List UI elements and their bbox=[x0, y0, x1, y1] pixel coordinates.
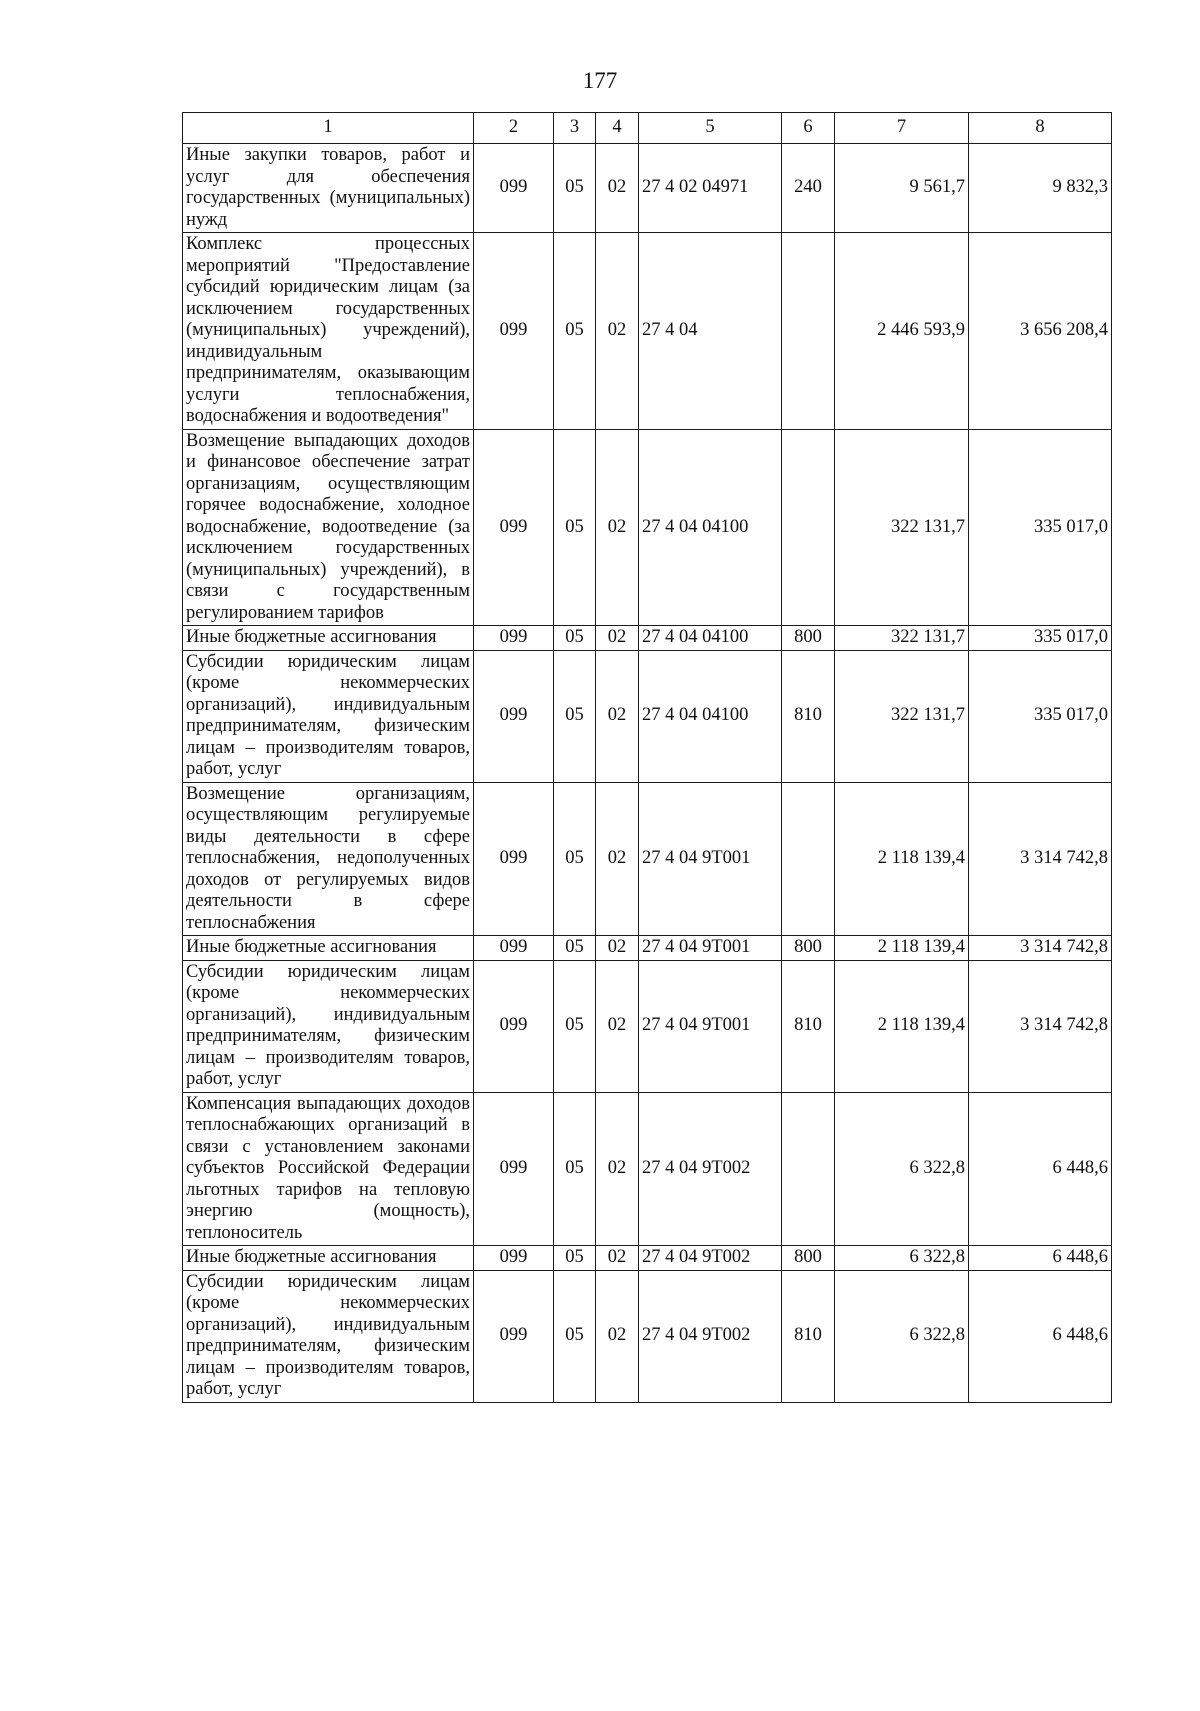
table-row bbox=[183, 429, 1112, 626]
row-expense-type: 800 bbox=[782, 1246, 835, 1271]
row-admin-code: 099 bbox=[474, 960, 554, 1092]
row-amount-year2: 335 017,0 bbox=[969, 626, 1112, 651]
row-target-article: 27 4 04 9Т001 bbox=[639, 782, 782, 936]
row-amount-year1: 6 322,8 bbox=[835, 1246, 969, 1271]
row-name: Субсидии юридическим лицам (кроме некоммерческих организаций), индивидуальным предпринимателям, физическим лицам – производителям товаров, работ, услуг bbox=[183, 1270, 474, 1402]
row-section: 05 bbox=[554, 144, 596, 233]
row-admin-code: 099 bbox=[474, 1092, 554, 1246]
row-name: Комплекс процессных мероприятий "Предоставление субсидий юридическим лицам (за исключением государственных (муниципальных) учреждений), индивидуальным предпринимателям, оказывающим услуги теплоснабжения, водоснабжения и водоотведения" bbox=[183, 233, 474, 430]
col-header-1: 1 bbox=[183, 113, 474, 144]
row-section: 05 bbox=[554, 626, 596, 651]
row-admin-code: 099 bbox=[474, 144, 554, 233]
col-header-8: 8 bbox=[969, 113, 1112, 144]
row-target-article: 27 4 04 04100 bbox=[639, 626, 782, 651]
table-row bbox=[183, 1270, 1112, 1402]
table-row bbox=[183, 782, 1112, 936]
row-expense-type bbox=[782, 429, 835, 626]
row-amount-year2: 3 314 742,8 bbox=[969, 960, 1112, 1092]
table-row bbox=[183, 650, 1112, 782]
row-subsection: 02 bbox=[596, 1270, 639, 1402]
row-name: Субсидии юридическим лицам (кроме некоммерческих организаций), индивидуальным предпринимателям, физическим лицам – производителям товаров, работ, услуг bbox=[183, 650, 474, 782]
row-subsection: 02 bbox=[596, 782, 639, 936]
row-section: 05 bbox=[554, 650, 596, 782]
row-amount-year1: 9 561,7 bbox=[835, 144, 969, 233]
row-name: Компенсация выпадающих доходов теплоснабжающих организаций в связи с установлением законами субъектов Российской Федерации льготных тарифов на тепловую энергию (мощность), теплоноситель bbox=[183, 1092, 474, 1246]
budget-table bbox=[182, 112, 1112, 1403]
table-row bbox=[183, 233, 1112, 430]
row-amount-year1: 322 131,7 bbox=[835, 626, 969, 651]
row-target-article: 27 4 04 9Т002 bbox=[639, 1246, 782, 1271]
row-amount-year1: 2 446 593,9 bbox=[835, 233, 969, 430]
row-target-article: 27 4 04 bbox=[639, 233, 782, 430]
row-amount-year1: 6 322,8 bbox=[835, 1270, 969, 1402]
table-row bbox=[183, 1246, 1112, 1271]
col-header-7: 7 bbox=[835, 113, 969, 144]
row-subsection: 02 bbox=[596, 936, 639, 961]
row-admin-code: 099 bbox=[474, 429, 554, 626]
row-amount-year2: 3 656 208,4 bbox=[969, 233, 1112, 430]
row-section: 05 bbox=[554, 960, 596, 1092]
row-subsection: 02 bbox=[596, 626, 639, 651]
row-amount-year2: 6 448,6 bbox=[969, 1246, 1112, 1271]
table-row bbox=[183, 960, 1112, 1092]
row-subsection: 02 bbox=[596, 233, 639, 430]
row-amount-year2: 6 448,6 bbox=[969, 1092, 1112, 1246]
row-amount-year2: 6 448,6 bbox=[969, 1270, 1112, 1402]
row-name: Иные бюджетные ассигнования bbox=[183, 626, 474, 651]
row-admin-code: 099 bbox=[474, 233, 554, 430]
row-target-article: 27 4 02 04971 bbox=[639, 144, 782, 233]
row-amount-year2: 3 314 742,8 bbox=[969, 782, 1112, 936]
row-amount-year1: 6 322,8 bbox=[835, 1092, 969, 1246]
row-amount-year1: 322 131,7 bbox=[835, 429, 969, 626]
col-header-4: 4 bbox=[596, 113, 639, 144]
row-name: Иные бюджетные ассигнования bbox=[183, 1246, 474, 1271]
row-amount-year1: 2 118 139,4 bbox=[835, 960, 969, 1092]
table-row bbox=[183, 626, 1112, 651]
row-expense-type: 810 bbox=[782, 960, 835, 1092]
row-name: Иные закупки товаров, работ и услуг для обеспечения государственных (муниципальных) нужд bbox=[183, 144, 474, 233]
row-amount-year2: 9 832,3 bbox=[969, 144, 1112, 233]
row-name: Субсидии юридическим лицам (кроме некоммерческих организаций), индивидуальным предпринимателям, физическим лицам – производителям товаров, работ, услуг bbox=[183, 960, 474, 1092]
col-header-5: 5 bbox=[639, 113, 782, 144]
row-name: Иные бюджетные ассигнования bbox=[183, 936, 474, 961]
col-header-3: 3 bbox=[554, 113, 596, 144]
table-row bbox=[183, 936, 1112, 961]
row-admin-code: 099 bbox=[474, 626, 554, 651]
row-target-article: 27 4 04 9Т002 bbox=[639, 1092, 782, 1246]
row-expense-type: 240 bbox=[782, 144, 835, 233]
row-subsection: 02 bbox=[596, 429, 639, 626]
row-amount-year1: 322 131,7 bbox=[835, 650, 969, 782]
row-subsection: 02 bbox=[596, 144, 639, 233]
table-row bbox=[183, 144, 1112, 233]
row-name: Возмещение организациям, осуществляющим регулируемые виды деятельности в сфере теплоснабжения, недополученных доходов от регулируемых видов деятельности в сфере теплоснабжения bbox=[183, 782, 474, 936]
row-amount-year2: 3 314 742,8 bbox=[969, 936, 1112, 961]
table-header-row bbox=[183, 113, 1112, 144]
row-section: 05 bbox=[554, 1246, 596, 1271]
row-admin-code: 099 bbox=[474, 1270, 554, 1402]
row-subsection: 02 bbox=[596, 650, 639, 782]
row-expense-type bbox=[782, 233, 835, 430]
row-subsection: 02 bbox=[596, 960, 639, 1092]
row-expense-type: 810 bbox=[782, 650, 835, 782]
row-name: Возмещение выпадающих доходов и финансовое обеспечение затрат организациям, осуществляющим горячее водоснабжение, холодное водоснабжение, водоотведение (за исключением государственных (муниципальных) учреждений), в связи с государственным регулированием тарифов bbox=[183, 429, 474, 626]
row-section: 05 bbox=[554, 429, 596, 626]
row-subsection: 02 bbox=[596, 1092, 639, 1246]
row-section: 05 bbox=[554, 1092, 596, 1246]
row-amount-year2: 335 017,0 bbox=[969, 429, 1112, 626]
row-amount-year1: 2 118 139,4 bbox=[835, 936, 969, 961]
row-section: 05 bbox=[554, 782, 596, 936]
row-admin-code: 099 bbox=[474, 936, 554, 961]
col-header-2: 2 bbox=[474, 113, 554, 144]
row-amount-year1: 2 118 139,4 bbox=[835, 782, 969, 936]
row-expense-type: 810 bbox=[782, 1270, 835, 1402]
row-target-article: 27 4 04 04100 bbox=[639, 429, 782, 626]
row-target-article: 27 4 04 9Т002 bbox=[639, 1270, 782, 1402]
row-subsection: 02 bbox=[596, 1246, 639, 1271]
col-header-6: 6 bbox=[782, 113, 835, 144]
row-target-article: 27 4 04 9Т001 bbox=[639, 960, 782, 1092]
row-section: 05 bbox=[554, 1270, 596, 1402]
row-expense-type bbox=[782, 1092, 835, 1246]
row-admin-code: 099 bbox=[474, 650, 554, 782]
row-admin-code: 099 bbox=[474, 782, 554, 936]
row-admin-code: 099 bbox=[474, 1246, 554, 1271]
row-section: 05 bbox=[554, 233, 596, 430]
page-number: 177 bbox=[582, 68, 618, 93]
row-expense-type: 800 bbox=[782, 626, 835, 651]
row-expense-type bbox=[782, 782, 835, 936]
row-target-article: 27 4 04 9Т001 bbox=[639, 936, 782, 961]
table-row bbox=[183, 1092, 1112, 1246]
row-amount-year2: 335 017,0 bbox=[969, 650, 1112, 782]
row-target-article: 27 4 04 04100 bbox=[639, 650, 782, 782]
row-section: 05 bbox=[554, 936, 596, 961]
row-expense-type: 800 bbox=[782, 936, 835, 961]
